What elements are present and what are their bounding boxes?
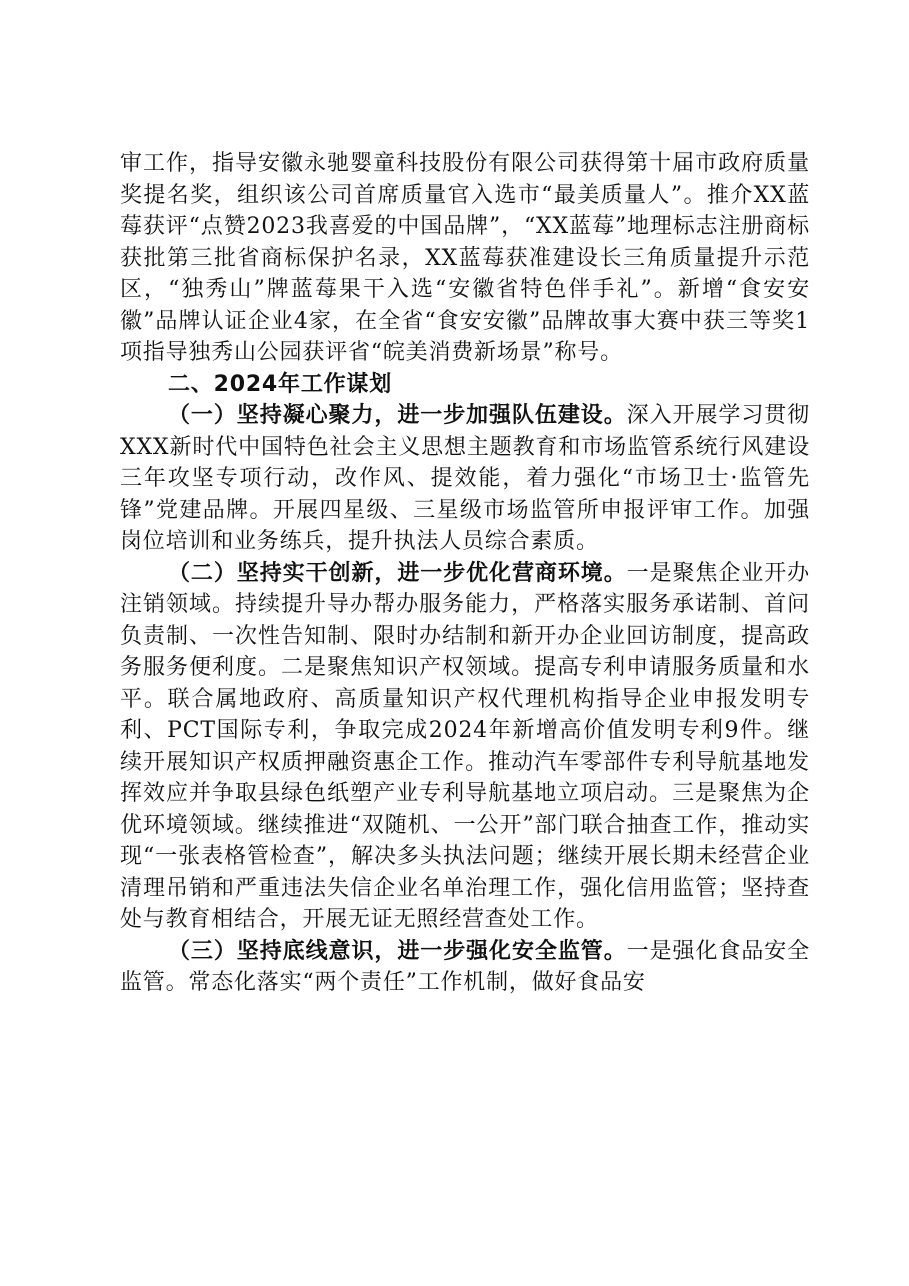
paragraph-safety-supervision <box>120 936 810 999</box>
paragraph-lead: （二）坚持实干创新，进一步优化营商环境。 <box>168 560 627 586</box>
paragraph-lead: （一）坚持凝心聚力，进一步加强队伍建设。 <box>168 403 627 428</box>
paragraph-text: 一是聚焦企业开办注销领域。持续提升导办帮办服务能力，严格落实服务承诺制、首问负责制、一次性告知制、限时办结制和新开办企业回访制度，提高政务服务便利度。二是聚焦知识产权领域。提高专利申请服务质量和水平。联合属地政府、高质量知识产权代理机构指导企业申报发明专利、PCT国际专利，争取完成2024年新增高价值发明专利9件。继续开展知识产权质押融资惠企工作。推动汽车零部件专利导航基地发挥效应并争取县绿色纸塑产业专利导航基地立项启动。三是聚焦为企优环境领域。继续推进“双随机、一公开”部门联合抽查工作，推动实现“一张表格管检查”，解决多头执法问题；继续开展长期未经营企业清理吊销和严重违法失信企业名单治理工作，强化信用监管；坚持查处与教育相结合，开展无证无照经营查处工作。 <box>120 560 810 932</box>
document-body <box>120 148 810 999</box>
paragraph-lead: （三）坚持底线意识，进一步强化安全监管。 <box>168 938 627 964</box>
paragraph-text: 深入开展学习贯彻XXX新时代中国特色社会主义思想主题教育和市场监管系统行风建设三年攻坚专项行动，改作风、提效能，着力强化“市场卫士·监管先锋”党建品牌。开展四星级、三星级市场监管所申报评审工作。加强岗位培训和业务练兵，提升执法人员综合素质。 <box>120 403 810 554</box>
paragraph-achievements <box>120 148 810 369</box>
paragraph-text: 审工作，指导安徽永驰婴童科技股份有限公司获得第十届市政府质量奖提名奖，组织该公司首席质量官入选市“最美质量人”。推介XX蓝莓获评“点赞2023我喜爱的中国品牌”，“XX蓝莓”地理标志注册商标获批第三批省商标保护名录，XX蓝莓获准建设长三角质量提升示范区，“独秀山”牌蓝莓果干入选“安徽省特色伴手礼”。新增“食安安徽”品牌认证企业4家，在全省“食安安徽”品牌故事大赛中获三等奖1项指导独秀山公园获评省“皖美消费新场景”称号。 <box>120 151 810 365</box>
paragraph-text: 一是强化食品安全监管。常态化落实“两个责任”工作机制，做好食品安 <box>120 938 810 995</box>
paragraph-business-environment <box>120 558 810 936</box>
section-heading-2024-plan: 二、2024年工作谋划 <box>168 371 393 397</box>
paragraph-team-building <box>120 400 810 558</box>
